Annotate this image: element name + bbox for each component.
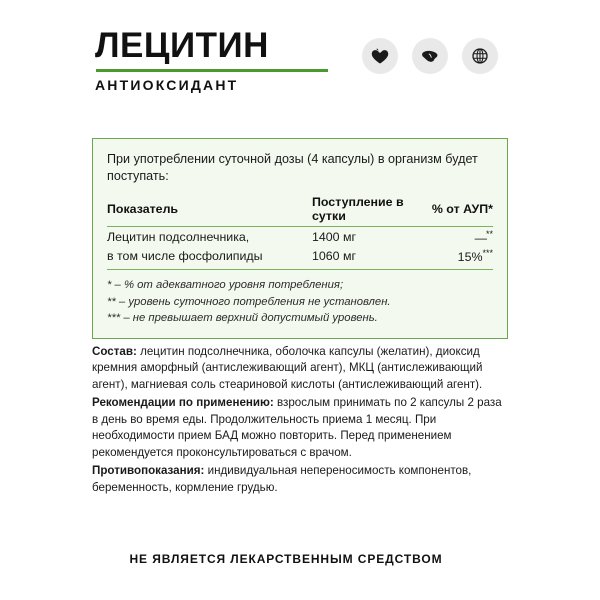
row-percent-footnote-mark: ***: [482, 248, 493, 258]
liver-icon: [412, 38, 448, 74]
contraindications-label: Противопоказания:: [92, 464, 205, 478]
heart-icon: [362, 38, 398, 74]
title-block: [95, 28, 335, 93]
table-row: [107, 226, 493, 246]
usage-paragraph: [92, 395, 508, 461]
row-percent: [408, 246, 493, 270]
brain-icon: [462, 38, 498, 74]
table-row: [107, 246, 493, 270]
footnote-3: *** – не превышает верхний допустимый уровень.: [107, 312, 378, 324]
row-amount: 1400 мг: [312, 229, 357, 244]
table-header-row: [107, 195, 493, 227]
page-subtitle: АНТИОКСИДАНТ: [95, 77, 239, 93]
header: [0, 28, 600, 98]
composition-paragraph: [92, 344, 508, 393]
supplement-facts-panel: [92, 138, 508, 339]
composition-text: лецитин подсолнечника, оболочка капсулы (желатин), диоксид кремния аморфный (антислеживающий агент), МКЦ (антислеживающий агент), магниевая соль стеариновой кислоты (антислеживающий агент).: [92, 345, 483, 391]
facts-intro: При употреблении суточной дозы (4 капсулы) в организм будет поступать:: [107, 152, 478, 184]
disclaimer-text: НЕ ЯВЛЯЕТСЯ ЛЕКАРСТВЕННЫМ СРЕДСТВОМ: [129, 552, 443, 566]
footnote-2: ** – уровень суточного потребления не установлен.: [107, 295, 391, 308]
column-header-amount: Поступление в сутки: [300, 195, 408, 227]
row-amount: 1060 мг: [300, 246, 408, 270]
title-divider: [96, 69, 328, 72]
benefit-icon-row: [362, 38, 498, 74]
row-name: в том числе фосфолипиды: [107, 246, 300, 270]
row-percent: [408, 226, 493, 246]
product-details: [92, 344, 508, 498]
footer: [0, 550, 600, 568]
column-header-percent: % от АУП*: [408, 195, 493, 227]
usage-text: взрослым принимать по 2 капсулы 2 раза в день во время еды. Продолжительность приема 1 месяц. При необходимости прием БАД можно повторить. Перед применением рекомендуется проконсультироваться с врачом.: [92, 396, 502, 459]
row-percent-footnote-mark: **: [485, 228, 493, 239]
usage-label: Рекомендации по применению:: [92, 396, 274, 410]
row-percent-value: 15%: [457, 250, 483, 265]
row-percent-value: —: [474, 230, 486, 245]
nutrition-table: [107, 195, 493, 271]
footnote-1: * – % от адекватного уровня потребления;: [107, 279, 344, 292]
page-title: ЛЕЦИТИН: [95, 26, 269, 65]
contraindications-paragraph: [92, 463, 508, 496]
composition-label: Состав:: [92, 345, 137, 358]
contraindications-text: индивидуальная непереносимость компонентов, беременность, кормление грудью.: [92, 464, 472, 494]
row-name: Лецитин подсолнечника,: [107, 229, 250, 244]
footnotes: [107, 277, 493, 326]
column-header-indicator: Показатель: [107, 195, 300, 227]
